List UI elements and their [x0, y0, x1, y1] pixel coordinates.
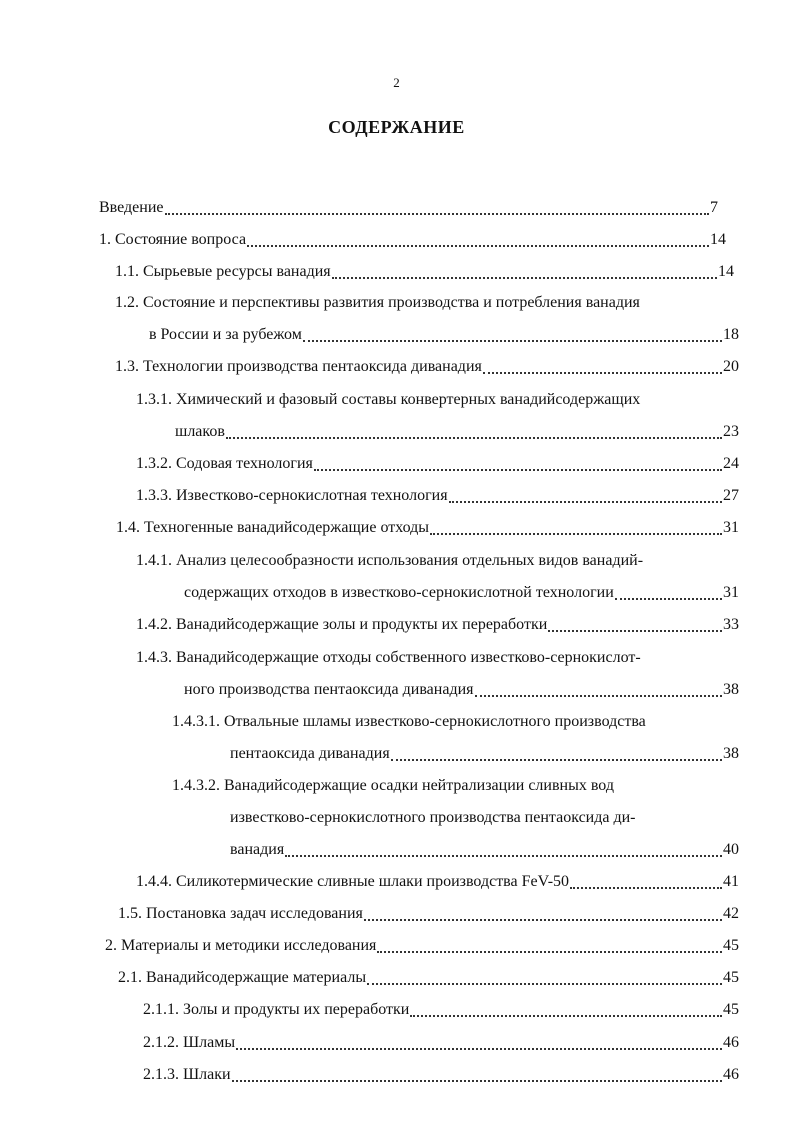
leader-dots: [232, 1080, 722, 1082]
toc-entry-text: 1.3. Технологии производства пентаоксида диванадия: [115, 358, 482, 375]
toc-entry-text[interactable]: 1.3.1. Химический и фазовый составы конвертерных ванадийсодержащих: [136, 391, 641, 408]
toc-entry[interactable]: [184, 679, 739, 701]
toc-entry-text: 1.4.4. Силикотермические сливные шлаки производства FeV-50: [136, 873, 570, 890]
toc-entry[interactable]: [99, 229, 726, 251]
toc-entry[interactable]: [136, 485, 739, 507]
toc-entry-text: 2.1.3. Шлаки: [143, 1066, 231, 1083]
toc-entry-text: Введение: [99, 199, 164, 216]
toc-entry-text: 2.1.2. Шламы: [143, 1034, 236, 1051]
toc-entry-text: шлаков: [175, 423, 225, 440]
toc-entry-text: ванадия: [230, 841, 285, 858]
toc-entry-text: 2.1. Ванадийсодержащие материалы: [118, 969, 367, 986]
toc-entry-text[interactable]: 1.2. Состояние и перспективы развития производства и потребления ванадия: [115, 294, 640, 311]
leader-dots: [449, 501, 722, 503]
toc-entry-page: 31: [723, 519, 739, 536]
toc-entry-text: 1.4. Техногенные ванадийсодержащие отходы: [116, 519, 430, 536]
leader-dots: [548, 630, 722, 632]
toc-entry-text: 1.3.2. Содовая технология: [136, 455, 313, 472]
leader-dots: [410, 1015, 722, 1017]
toc-entry-page: 41: [723, 873, 739, 890]
page-title: СОДЕРЖАНИЕ: [328, 117, 465, 137]
toc-entry-text: ного производства пентаоксида диванадия: [184, 681, 474, 698]
page-number: 2: [393, 75, 400, 90]
leader-dots: [247, 245, 709, 247]
toc-entry-page: 23: [723, 423, 739, 440]
toc-entry-text: 1.1. Сырьевые ресурсы ванадия: [115, 263, 331, 280]
leader-dots: [236, 1048, 722, 1050]
toc-entry-page: 45: [723, 937, 739, 954]
toc-entry-page: 40: [723, 841, 739, 858]
toc-entry-page: 31: [723, 584, 739, 601]
leader-dots: [165, 213, 710, 215]
toc-entry-text[interactable]: 1.4.3.2. Ванадийсодержащие осадки нейтрализации сливных вод: [172, 777, 614, 794]
toc-entry-text: пентаоксида диванадия: [230, 745, 390, 762]
toc-entry-page: 33: [723, 616, 739, 633]
toc-entry[interactable]: [118, 967, 739, 989]
toc-entry[interactable]: [136, 614, 739, 636]
toc-entry-text: 1. Состояние вопроса: [99, 231, 247, 248]
toc-entry-page: 18: [723, 326, 739, 343]
toc-entry[interactable]: [230, 743, 739, 765]
toc-entry[interactable]: [115, 261, 734, 283]
toc-entry[interactable]: [136, 871, 739, 893]
leader-dots: [391, 759, 722, 761]
leader-dots: [430, 533, 722, 535]
toc-entry-page: 46: [723, 1034, 739, 1051]
toc-entry-page: 45: [723, 969, 739, 986]
leader-dots: [483, 372, 722, 374]
leader-dots: [615, 598, 722, 600]
toc-entry-text[interactable]: 1.4.3. Ванадийсодержащие отходы собственного известково-сернокислот-: [136, 649, 641, 666]
leader-dots: [364, 919, 722, 921]
toc-entry-page: 45: [723, 1001, 739, 1018]
toc-entry-text: 1.3.3. Известково-сернокислотная технология: [136, 487, 448, 504]
leader-dots: [377, 951, 722, 953]
leader-dots: [367, 983, 722, 985]
toc-entry-text: в России и за рубежом: [149, 326, 302, 343]
leader-dots: [314, 469, 722, 471]
toc-entry[interactable]: [116, 517, 739, 539]
toc-entry-page: 14: [710, 231, 726, 248]
leader-dots: [570, 887, 722, 889]
toc-entry-text[interactable]: 1.4.1. Анализ целесообразности использования отдельных видов ванадий-: [136, 552, 644, 569]
toc-entry[interactable]: [143, 1064, 739, 1086]
toc-entry[interactable]: [136, 453, 739, 475]
toc-entry-page: 14: [718, 263, 734, 280]
toc-entry[interactable]: [115, 356, 739, 378]
leader-dots: [475, 695, 722, 697]
toc-entry[interactable]: [118, 903, 739, 925]
toc-entry-page: 20: [723, 358, 739, 375]
toc-entry[interactable]: [149, 324, 739, 346]
toc-entry-text: содержащих отходов в известково-сернокислотной технологии: [184, 584, 614, 601]
toc-entry-page: 7: [710, 199, 718, 216]
toc-entry-text: 1.5. Постановка задач исследования: [118, 905, 363, 922]
toc-entry-page: 27: [723, 487, 739, 504]
leader-dots: [332, 277, 717, 279]
toc-entry-page: 46: [723, 1066, 739, 1083]
leader-dots: [226, 437, 722, 439]
toc-entry[interactable]: [105, 935, 739, 957]
toc-entry[interactable]: [143, 1032, 739, 1054]
toc-entry-page: 38: [723, 681, 739, 698]
leader-dots: [285, 855, 722, 857]
leader-dots: [303, 340, 722, 342]
toc-entry-text[interactable]: 1.4.3.1. Отвальные шламы известково-сернокислотного производства: [172, 713, 646, 730]
toc-entry[interactable]: [99, 197, 718, 219]
toc-entry-page: 38: [723, 745, 739, 762]
toc-entry-text: 1.4.2. Ванадийсодержащие золы и продукты их переработки: [136, 616, 548, 633]
toc-entry-page: 42: [723, 905, 739, 922]
toc-entry-text[interactable]: известково-сернокислотного производства пентаоксида ди-: [230, 809, 636, 826]
toc-entry[interactable]: [184, 582, 739, 604]
toc-entry-page: 24: [723, 455, 739, 472]
toc-entry-text: 2. Материалы и методики исследования: [105, 937, 377, 954]
toc-entry[interactable]: [143, 999, 739, 1021]
toc-entry[interactable]: [230, 839, 739, 861]
toc-entry-text: 2.1.1. Золы и продукты их переработки: [143, 1001, 410, 1018]
toc-entry[interactable]: [175, 421, 739, 443]
